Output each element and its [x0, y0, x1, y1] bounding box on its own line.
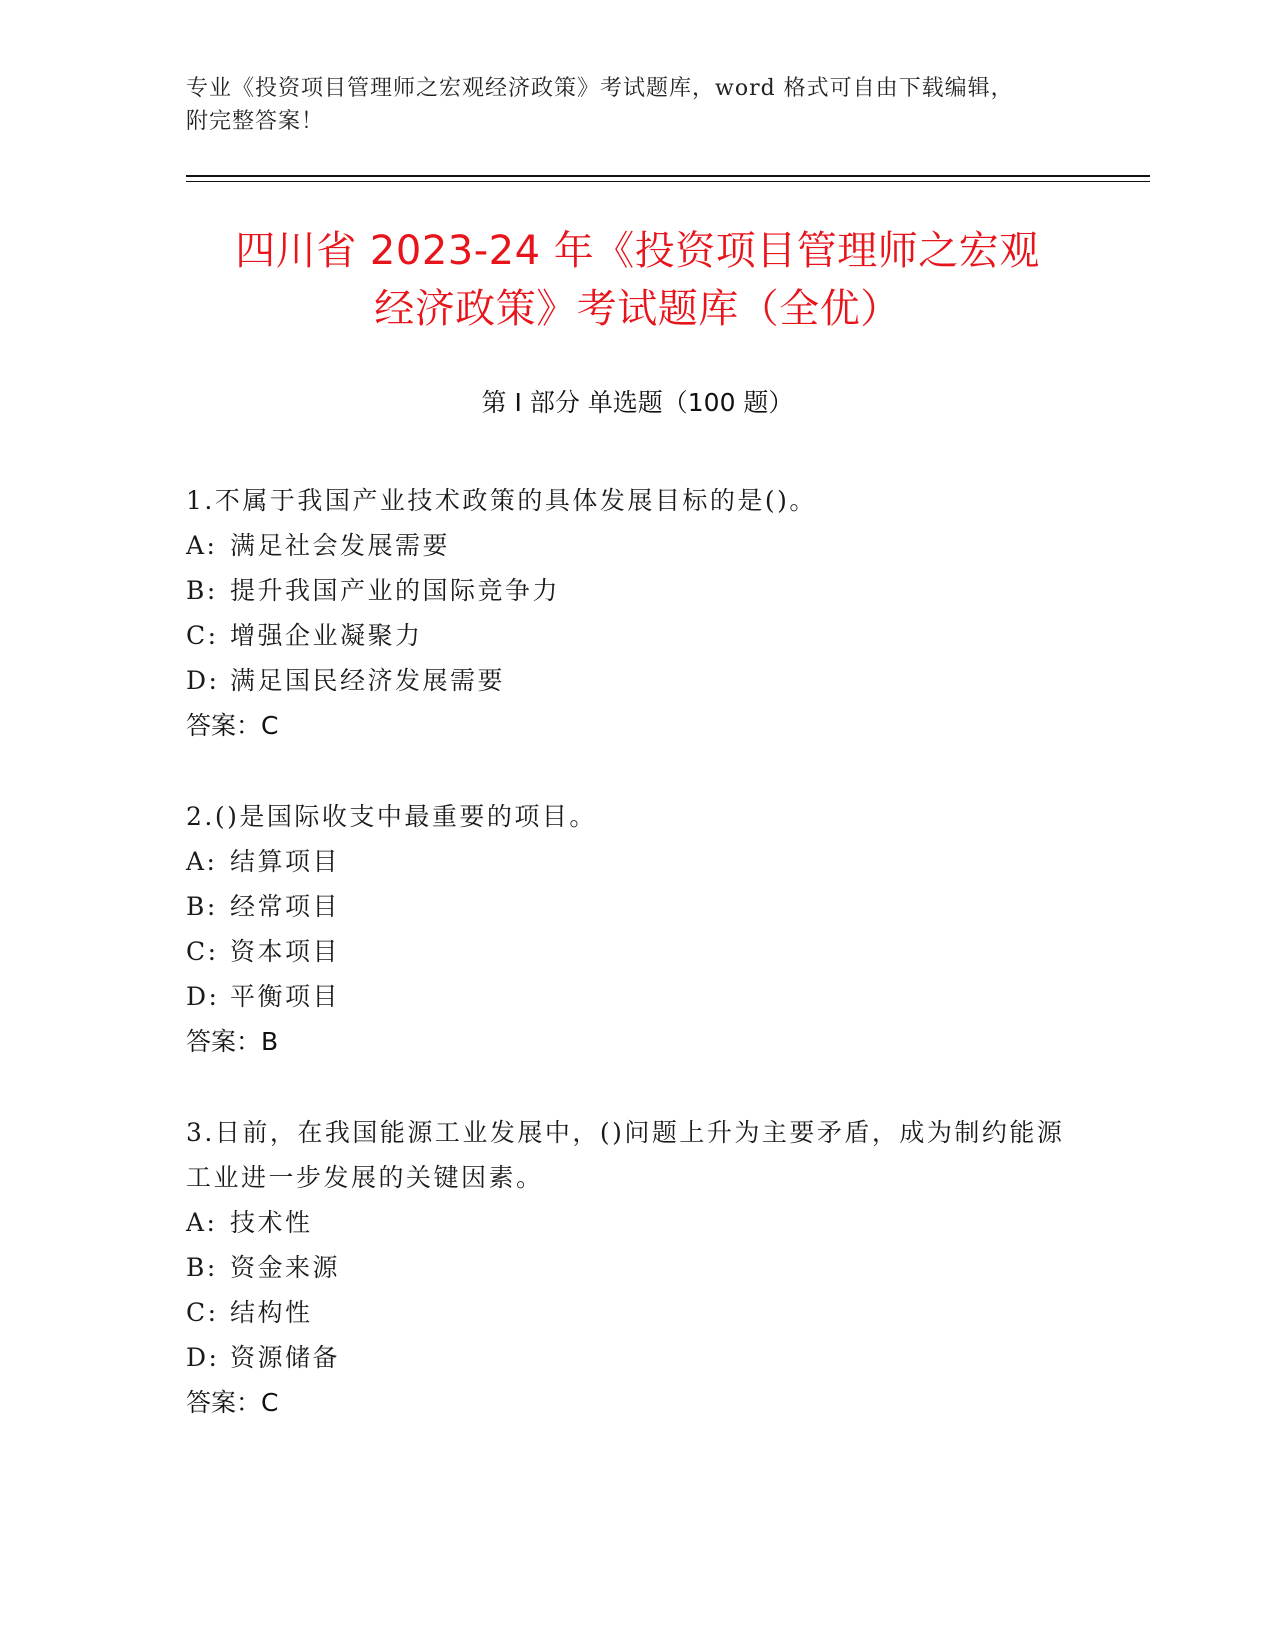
- question-1: [186, 478, 1086, 748]
- option-b: [186, 1245, 1086, 1290]
- option-c: [186, 929, 1086, 974]
- title-line-2: 经济政策》考试题库（全优）: [374, 286, 901, 332]
- option-letter: C:: [186, 621, 219, 650]
- header-divider-thick: [186, 175, 1150, 177]
- option-letter: D:: [186, 1343, 220, 1372]
- option-letter: B:: [186, 892, 218, 921]
- option-text: 提升我国产业的国际竞争力: [230, 576, 561, 605]
- option-c: [186, 613, 1086, 658]
- option-letter: A:: [186, 1208, 218, 1237]
- section-heading: 第 I 部分 单选题（100 题）: [481, 388, 794, 417]
- question-stem: 3.日前，在我国能源工业发展中，()问题上升为主要矛盾，成为制约能源工业进一步发展的关键因素。: [186, 1118, 1065, 1192]
- option-letter: A:: [186, 531, 218, 560]
- option-text: 增强企业凝聚力: [230, 621, 423, 650]
- option-d: [186, 658, 1086, 703]
- option-a: [186, 839, 1086, 884]
- option-text: 资本项目: [230, 937, 341, 966]
- document-title: [160, 222, 1115, 338]
- question-2: [186, 794, 1086, 1064]
- option-text: 技术性: [230, 1208, 313, 1237]
- option-text: 平衡项目: [230, 982, 341, 1011]
- option-text: 满足国民经济发展需要: [230, 666, 506, 695]
- question-stem: 1.不属于我国产业技术政策的具体发展目标的是()。: [186, 486, 817, 515]
- option-letter: A:: [186, 847, 218, 876]
- option-text: 资金来源: [230, 1253, 341, 1282]
- option-letter: B:: [186, 1253, 218, 1282]
- header-note-line-2: 附完整答案！: [186, 109, 325, 134]
- option-c: [186, 1290, 1086, 1335]
- title-line-1: 四川省 2023-24 年《投资项目管理师之宏观: [235, 228, 1040, 274]
- option-b: [186, 568, 1086, 613]
- header-divider-thin: [186, 181, 1150, 182]
- option-letter: D:: [186, 666, 220, 695]
- answer: 答案：C: [186, 1388, 279, 1417]
- answer: 答案：C: [186, 711, 279, 740]
- document-header-note: [186, 72, 1066, 138]
- option-b: [186, 884, 1086, 929]
- option-d: [186, 1335, 1086, 1380]
- header-note-line-1: 专业《投资项目管理师之宏观经济政策》考试题库，word 格式可自由下载编辑，: [186, 76, 1014, 101]
- option-letter: D:: [186, 982, 220, 1011]
- option-a: [186, 1200, 1086, 1245]
- answer: 答案：B: [186, 1027, 279, 1056]
- option-letter: C:: [186, 937, 219, 966]
- question-list: [186, 478, 1086, 1471]
- option-letter: C:: [186, 1298, 219, 1327]
- option-text: 经常项目: [230, 892, 341, 921]
- option-text: 资源储备: [230, 1343, 341, 1372]
- option-text: 结构性: [230, 1298, 313, 1327]
- question-3: [186, 1110, 1086, 1425]
- option-letter: B:: [186, 576, 218, 605]
- option-d: [186, 974, 1086, 1019]
- question-stem: 2.()是国际收支中最重要的项目。: [186, 802, 597, 831]
- option-text: 满足社会发展需要: [230, 531, 451, 560]
- option-a: [186, 523, 1086, 568]
- option-text: 结算项目: [230, 847, 341, 876]
